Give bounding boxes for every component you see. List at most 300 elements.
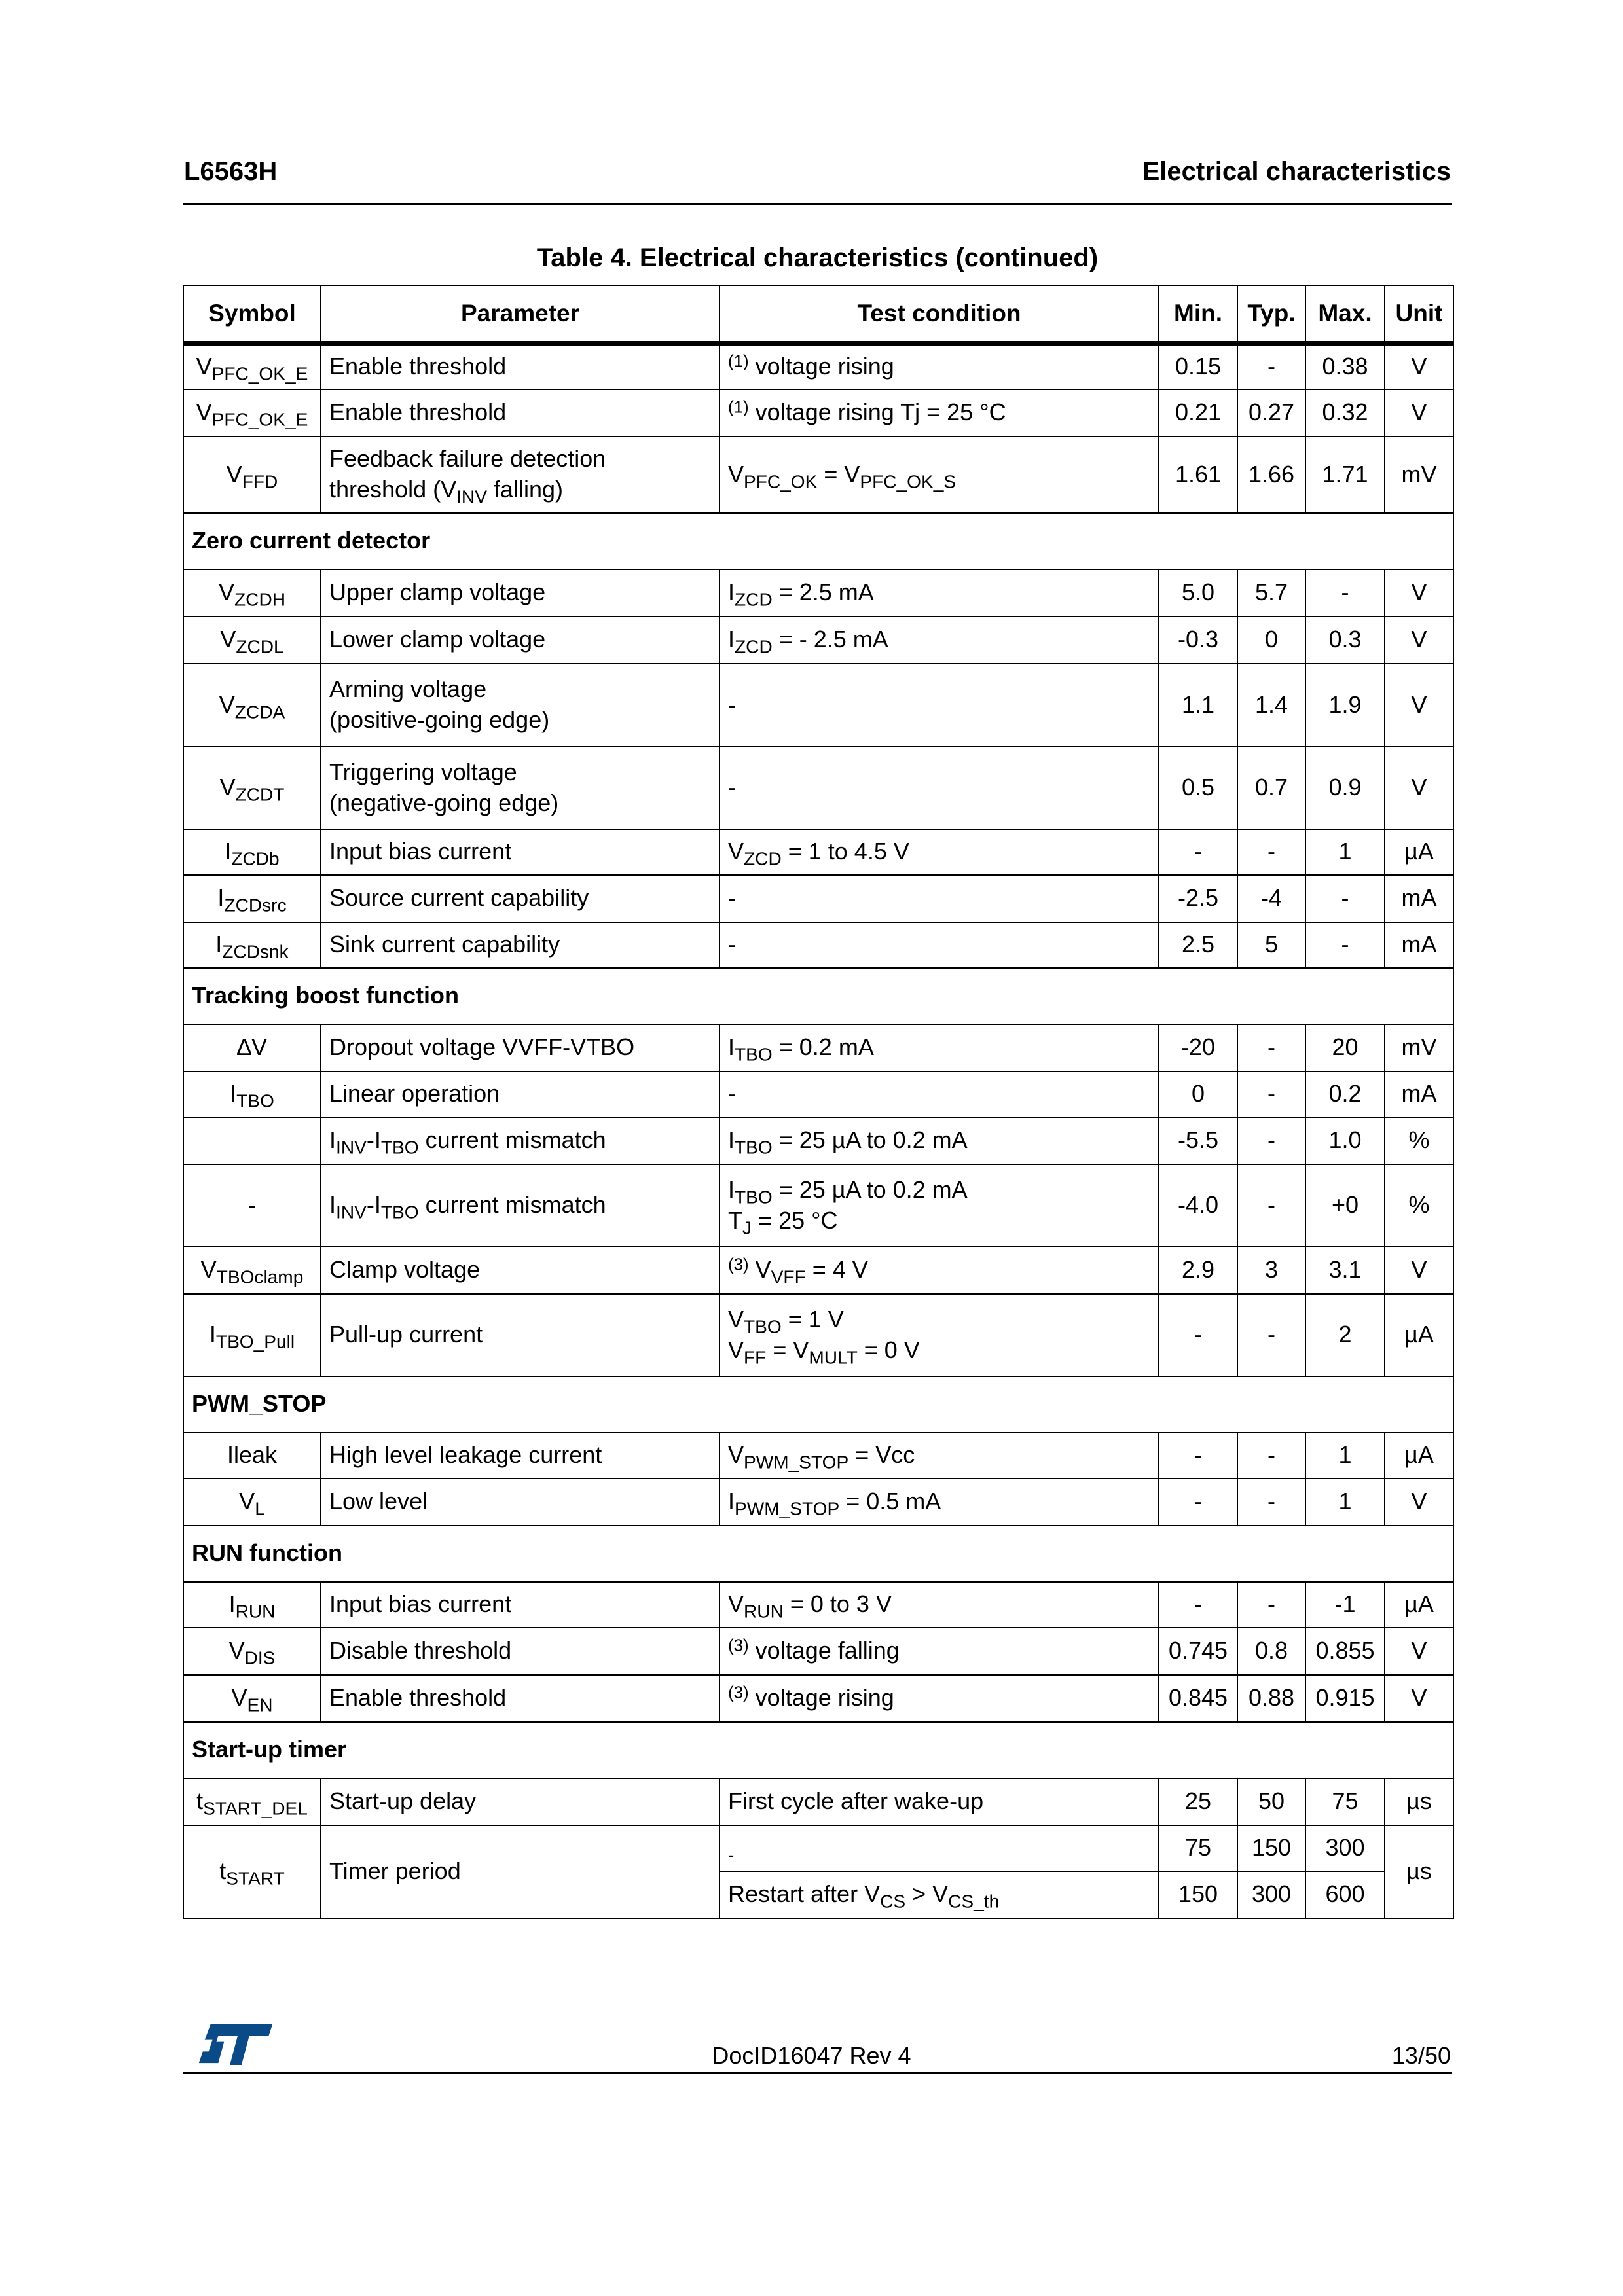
subscript-text: DIS — [244, 1647, 276, 1668]
cell-text: = - 2.5 mA — [772, 626, 888, 653]
section-title: Tracking boost function — [183, 968, 1453, 1024]
footnote-ref: (3) — [728, 1683, 749, 1702]
min-value-cell — [1159, 1871, 1237, 1918]
test-condition-cell — [720, 437, 1159, 513]
cell-text: V — [1411, 626, 1427, 653]
typ-value-cell — [1237, 1628, 1305, 1675]
cell-text: High level leakage current — [329, 1441, 602, 1469]
typ-value-cell — [1237, 1024, 1305, 1071]
cell-text: 600 — [1325, 1880, 1365, 1908]
min-value-cell — [1159, 1479, 1237, 1526]
table-row — [183, 1164, 1453, 1247]
unit-cell — [1385, 1117, 1453, 1164]
footnote-ref: (1) — [728, 398, 749, 417]
unit-cell — [1385, 1825, 1453, 1918]
cell-text: Enable threshold — [329, 399, 507, 426]
cell-text: - — [1341, 931, 1349, 958]
parameter-cell — [321, 437, 720, 513]
test-condition-cell — [720, 875, 1159, 922]
cell-text: > V — [905, 1880, 949, 1908]
cell-text: = 4 V — [805, 1256, 868, 1283]
cell-text: 1.0 — [1328, 1126, 1362, 1154]
test-condition-cell — [720, 1582, 1159, 1628]
cell-text: µA — [1404, 838, 1434, 865]
subscript-text: RUN — [744, 1601, 784, 1622]
cell-text: 300 — [1325, 1834, 1365, 1861]
table-row — [183, 1675, 1453, 1722]
min-value-cell — [1159, 1117, 1237, 1164]
parameter-cell — [321, 829, 720, 875]
cell-text: 5 — [1264, 931, 1279, 958]
table-row — [183, 829, 1453, 875]
cell-text: V — [231, 1684, 247, 1712]
subscript-text: PFC_OK_S — [860, 471, 957, 492]
cell-text: Dropout voltage VVFF-VTBO — [329, 1033, 635, 1061]
max-value-cell — [1305, 1024, 1385, 1071]
cell-text: = 25 µA to 0.2 mA T — [728, 1175, 968, 1234]
parameter-cell — [321, 1675, 720, 1722]
cell-text: current mismatch — [418, 1191, 606, 1219]
cell-text: = 25 °C — [752, 1206, 838, 1234]
unit-cell — [1385, 1582, 1453, 1628]
cell-text: I — [225, 838, 232, 865]
subscript-text: PFC_OK — [744, 471, 818, 492]
cell-text: 0.3 — [1328, 626, 1362, 653]
parameter-cell — [321, 389, 720, 437]
cell-text: falling) — [486, 476, 563, 503]
cell-text: 1.71 — [1322, 460, 1368, 488]
footnote-ref: (1) — [728, 352, 749, 371]
cell-text: V — [1411, 691, 1427, 718]
min-value-cell — [1159, 617, 1237, 664]
parameter-cell — [321, 1164, 720, 1247]
unit-cell — [1385, 1675, 1453, 1722]
page-number: 13/50 — [1391, 2042, 1451, 2069]
min-value-cell — [1159, 922, 1237, 968]
test-condition-cell — [720, 922, 1159, 968]
subscript-text: FFD — [242, 471, 278, 492]
unit-cell — [1385, 1479, 1453, 1526]
section-row — [183, 1722, 1453, 1778]
cell-text: Feedback failure detection threshold (V — [329, 445, 606, 503]
symbol-cell — [183, 664, 321, 747]
cell-text: Enable threshold — [329, 353, 507, 380]
column-header-typ: Typ. — [1237, 285, 1305, 344]
subscript-text: TBO_Pull — [215, 1331, 295, 1352]
cell-text: - — [1267, 1488, 1275, 1515]
min-value-cell — [1159, 1778, 1237, 1825]
cell-text: mA — [1401, 884, 1437, 912]
parameter-cell — [321, 1582, 720, 1628]
symbol-cell — [183, 1117, 321, 1164]
typ-value-cell — [1237, 437, 1305, 513]
max-value-cell — [1305, 1164, 1385, 1247]
max-value-cell — [1305, 1479, 1385, 1526]
symbol-cell — [183, 617, 321, 664]
cell-text: = V — [766, 1336, 809, 1363]
section-title: PWM_STOP — [183, 1376, 1453, 1433]
table-row — [183, 389, 1453, 437]
test-condition-cell — [720, 747, 1159, 829]
max-value-cell — [1305, 1433, 1385, 1479]
footnote-ref: (3) — [728, 1255, 749, 1274]
cell-text: Clamp voltage — [329, 1256, 481, 1283]
cell-text: 1 — [1338, 1488, 1352, 1515]
subscript-text: MULT — [809, 1346, 858, 1367]
symbol-cell — [183, 1628, 321, 1675]
cell-text: Linear operation — [329, 1080, 500, 1107]
cell-text: t — [196, 1787, 204, 1815]
table-row — [183, 437, 1453, 513]
symbol-cell — [183, 1433, 321, 1479]
test-condition-cell — [720, 1871, 1159, 1918]
typ-value-cell — [1237, 1294, 1305, 1376]
table-row — [183, 875, 1453, 922]
cell-text: voltage rising — [748, 1684, 894, 1712]
cell-text: µA — [1404, 1590, 1434, 1618]
cell-text: Pull-up current — [329, 1321, 483, 1348]
test-condition-cell — [720, 829, 1159, 875]
table-row — [183, 1778, 1453, 1825]
symbol-cell — [183, 1164, 321, 1247]
cell-text: -I — [366, 1126, 381, 1154]
max-value-cell — [1305, 437, 1385, 513]
symbol-cell — [183, 1247, 321, 1294]
symbol-cell — [183, 922, 321, 968]
cell-text: 0.8 — [1254, 1637, 1288, 1664]
table-row — [183, 1117, 1453, 1164]
parameter-cell — [321, 1071, 720, 1117]
section-title: Electrical characteristics — [1142, 157, 1451, 186]
cell-text: - — [728, 884, 736, 912]
section-title: Start-up timer — [183, 1722, 1453, 1778]
typ-value-cell — [1237, 1675, 1305, 1722]
subscript-text: VFF — [771, 1266, 806, 1287]
subscript-text: TBOclamp — [216, 1266, 304, 1287]
typ-value-cell — [1237, 875, 1305, 922]
symbol-cell — [183, 1825, 321, 1918]
cell-text: - — [1267, 1191, 1275, 1219]
column-header-symbol: Symbol — [183, 285, 321, 344]
cell-text: voltage rising — [748, 353, 894, 380]
unit-cell — [1385, 829, 1453, 875]
cell-text: 1.66 — [1248, 460, 1295, 488]
subscript-text: ZCDb — [231, 848, 280, 869]
subscript-text: TBO — [735, 1044, 773, 1065]
cell-text: - — [248, 1191, 256, 1219]
symbol-cell — [183, 1778, 321, 1825]
column-header-parameter: Parameter — [321, 285, 720, 344]
cell-text: - — [1267, 1321, 1275, 1348]
cell-text: V — [728, 1305, 744, 1333]
cell-text: Input bias current — [329, 1590, 512, 1618]
cell-text: - — [1267, 1441, 1275, 1469]
column-header-test-condition: Test condition — [720, 285, 1159, 344]
cell-text: I — [217, 884, 225, 912]
subscript-text: TBO — [380, 1202, 419, 1223]
table-row — [183, 569, 1453, 617]
unit-cell — [1385, 1778, 1453, 1825]
parameter-cell — [321, 1433, 720, 1479]
subscript-text: TBO — [236, 1090, 274, 1111]
cell-text: Timer period — [329, 1857, 461, 1885]
unit-cell — [1385, 747, 1453, 829]
test-condition-cell — [720, 1433, 1159, 1479]
column-header-min: Min. — [1159, 285, 1237, 344]
typ-value-cell — [1237, 829, 1305, 875]
subscript-text: - — [728, 1844, 735, 1865]
cell-text: -2.5 — [1177, 884, 1219, 912]
cell-text: I — [329, 1191, 337, 1219]
max-value-cell — [1305, 389, 1385, 437]
cell-text: V — [748, 1256, 771, 1283]
cell-text: V — [1411, 774, 1427, 801]
subscript-text: RUN — [235, 1601, 276, 1622]
min-value-cell — [1159, 437, 1237, 513]
cell-text: 0.15 — [1175, 353, 1222, 380]
max-value-cell — [1305, 1071, 1385, 1117]
min-value-cell — [1159, 1628, 1237, 1675]
symbol-cell — [183, 437, 321, 513]
subscript-text: ZCDsnk — [222, 941, 289, 962]
table-row — [183, 922, 1453, 968]
cell-text: - — [728, 931, 736, 958]
typ-value-cell — [1237, 1117, 1305, 1164]
max-value-cell — [1305, 1247, 1385, 1294]
cell-text: 1.61 — [1175, 460, 1222, 488]
subscript-text: TBO — [735, 1187, 773, 1208]
cell-text: V — [239, 1488, 255, 1515]
test-condition-cell — [720, 389, 1159, 437]
max-value-cell — [1305, 1871, 1385, 1918]
cell-text: Triggering voltage (negative-going edge) — [329, 758, 559, 816]
cell-text: V — [728, 1590, 744, 1618]
section-row — [183, 1376, 1453, 1433]
cell-text: Start-up delay — [329, 1787, 477, 1815]
typ-value-cell — [1237, 1433, 1305, 1479]
cell-text: I — [228, 1590, 236, 1618]
typ-value-cell — [1237, 389, 1305, 437]
typ-value-cell — [1237, 922, 1305, 968]
min-value-cell — [1159, 1433, 1237, 1479]
table-row — [183, 617, 1453, 664]
unit-cell — [1385, 1433, 1453, 1479]
cell-text: = 1 to 4.5 V — [781, 838, 909, 865]
cell-text: 1.1 — [1181, 691, 1215, 718]
cell-text: -4.0 — [1177, 1191, 1219, 1219]
unit-cell — [1385, 875, 1453, 922]
cell-text: Enable threshold — [329, 1684, 507, 1712]
symbol-cell — [183, 1294, 321, 1376]
test-condition-cell — [720, 1071, 1159, 1117]
cell-text: V — [1411, 1488, 1427, 1515]
cell-text: V — [228, 1637, 245, 1664]
parameter-cell — [321, 1628, 720, 1675]
subscript-text: START_DEL — [203, 1798, 308, 1819]
cell-text: - — [1341, 884, 1349, 912]
table-caption: Table 4. Electrical characteristics (continued) — [536, 243, 1099, 272]
cell-text: V — [1411, 399, 1427, 426]
min-value-cell — [1159, 1164, 1237, 1247]
typ-value-cell — [1237, 664, 1305, 747]
cell-text: 0.27 — [1248, 399, 1295, 426]
cell-text: 2.9 — [1181, 1256, 1215, 1283]
subscript-text: START — [226, 1868, 285, 1889]
parameter-cell — [321, 664, 720, 747]
max-value-cell — [1305, 1675, 1385, 1722]
cell-text: Ileak — [227, 1441, 278, 1469]
cell-text: - — [1194, 1590, 1202, 1618]
typ-value-cell — [1237, 617, 1305, 664]
max-value-cell — [1305, 1117, 1385, 1164]
symbol-cell — [183, 747, 321, 829]
cell-text: = 1 V V — [728, 1305, 844, 1363]
subscript-text: ZCDsrc — [224, 895, 287, 916]
min-value-cell — [1159, 389, 1237, 437]
cell-text: - — [1267, 1126, 1275, 1154]
max-value-cell — [1305, 922, 1385, 968]
typ-value-cell — [1237, 1582, 1305, 1628]
test-condition-cell — [720, 1675, 1159, 1722]
cell-text: V — [1411, 1637, 1427, 1664]
cell-text: current mismatch — [418, 1126, 606, 1154]
typ-value-cell — [1237, 1164, 1305, 1247]
subscript-text: J — [742, 1217, 752, 1238]
symbol-cell — [183, 1582, 321, 1628]
header-rule — [183, 203, 1452, 205]
cell-text: - — [1267, 1033, 1275, 1061]
cell-text: - — [1194, 1488, 1202, 1515]
cell-text: V — [1411, 1256, 1427, 1283]
cell-text: = 2.5 mA — [772, 579, 874, 606]
typ-value-cell — [1237, 1825, 1305, 1871]
typ-value-cell — [1237, 1871, 1305, 1918]
cell-text: mA — [1401, 931, 1437, 958]
subscript-text: INV — [336, 1202, 367, 1223]
cell-text: I — [215, 931, 223, 958]
parameter-cell — [321, 1778, 720, 1825]
cell-text: 0.9 — [1328, 774, 1362, 801]
cell-text: 25 — [1184, 1787, 1212, 1815]
cell-text: = 0 to 3 V — [783, 1590, 892, 1618]
unit-cell — [1385, 1628, 1453, 1675]
footnote-ref: (3) — [728, 1636, 749, 1655]
cell-text: - — [1267, 1080, 1275, 1107]
section-title: RUN function — [183, 1526, 1453, 1582]
subscript-text: ZCDL — [236, 636, 284, 657]
table-row — [183, 344, 1453, 389]
cell-text: - — [1194, 1441, 1202, 1469]
subscript-text: ZCDA — [234, 702, 285, 723]
section-row — [183, 1526, 1453, 1582]
subscript-text: CS_th — [948, 1891, 1000, 1912]
subscript-text: PWM_STOP — [744, 1452, 849, 1473]
symbol-cell — [183, 829, 321, 875]
cell-text: V — [219, 691, 235, 718]
cell-text: 1.9 — [1328, 691, 1362, 718]
cell-text: 5.7 — [1254, 579, 1288, 606]
cell-text: 0.5 — [1181, 774, 1215, 801]
symbol-cell — [183, 344, 321, 389]
cell-text: - — [1267, 1590, 1275, 1618]
cell-text: -4 — [1260, 884, 1282, 912]
min-value-cell — [1159, 1247, 1237, 1294]
unit-cell — [1385, 1164, 1453, 1247]
typ-value-cell — [1237, 569, 1305, 617]
cell-text: -5.5 — [1177, 1126, 1219, 1154]
parameter-cell — [321, 344, 720, 389]
max-value-cell — [1305, 1294, 1385, 1376]
cell-text: voltage falling — [748, 1637, 900, 1664]
table-row — [183, 1628, 1453, 1675]
parameter-cell — [321, 1024, 720, 1071]
parameter-cell — [321, 875, 720, 922]
min-value-cell — [1159, 1024, 1237, 1071]
cell-text: I — [728, 1488, 735, 1515]
cell-text: 3 — [1264, 1256, 1279, 1283]
subscript-text: FF — [744, 1346, 767, 1367]
min-value-cell — [1159, 344, 1237, 389]
cell-text: 5.0 — [1181, 579, 1215, 606]
table-row — [183, 747, 1453, 829]
document-id: DocID16047 Rev 4 — [712, 2042, 911, 2069]
table-row — [183, 1294, 1453, 1376]
cell-text: I — [230, 1080, 237, 1107]
symbol-cell — [183, 1071, 321, 1117]
unit-cell — [1385, 664, 1453, 747]
cell-text: µA — [1404, 1321, 1434, 1348]
test-condition-cell — [720, 617, 1159, 664]
unit-cell — [1385, 1294, 1453, 1376]
test-condition-cell — [720, 1164, 1159, 1247]
parameter-cell — [321, 747, 720, 829]
max-value-cell — [1305, 617, 1385, 664]
symbol-cell — [183, 875, 321, 922]
subscript-text: TBO — [744, 1316, 782, 1337]
symbol-cell — [183, 1479, 321, 1526]
typ-value-cell — [1237, 1778, 1305, 1825]
test-condition-cell — [720, 1628, 1159, 1675]
cell-text: = Vcc — [848, 1441, 915, 1469]
cell-text: V — [728, 1441, 744, 1469]
subscript-text: PFC_OK_E — [211, 363, 308, 384]
unit-cell — [1385, 344, 1453, 389]
max-value-cell — [1305, 1825, 1385, 1871]
cell-text: - — [1194, 1321, 1202, 1348]
test-condition-cell — [720, 1247, 1159, 1294]
cell-text: = V — [817, 460, 860, 488]
cell-text: 150 — [1251, 1834, 1292, 1861]
test-condition-cell — [720, 1479, 1159, 1526]
cell-text: 1 — [1338, 838, 1352, 865]
cell-text: V — [219, 579, 235, 606]
typ-value-cell — [1237, 1479, 1305, 1526]
cell-text: - — [1194, 838, 1202, 865]
cell-text: 0.32 — [1322, 399, 1368, 426]
column-header-unit: Unit — [1385, 285, 1453, 344]
max-value-cell — [1305, 1628, 1385, 1675]
table-row — [183, 1247, 1453, 1294]
cell-text: V — [1411, 1684, 1427, 1712]
cell-text: mV — [1401, 1033, 1437, 1061]
cell-text: 0 — [1264, 626, 1279, 653]
cell-text: 0.21 — [1175, 399, 1222, 426]
cell-text: I — [728, 1033, 735, 1061]
max-value-cell — [1305, 664, 1385, 747]
test-condition-cell — [720, 1778, 1159, 1825]
cell-text: mV — [1401, 460, 1437, 488]
symbol-cell — [183, 569, 321, 617]
